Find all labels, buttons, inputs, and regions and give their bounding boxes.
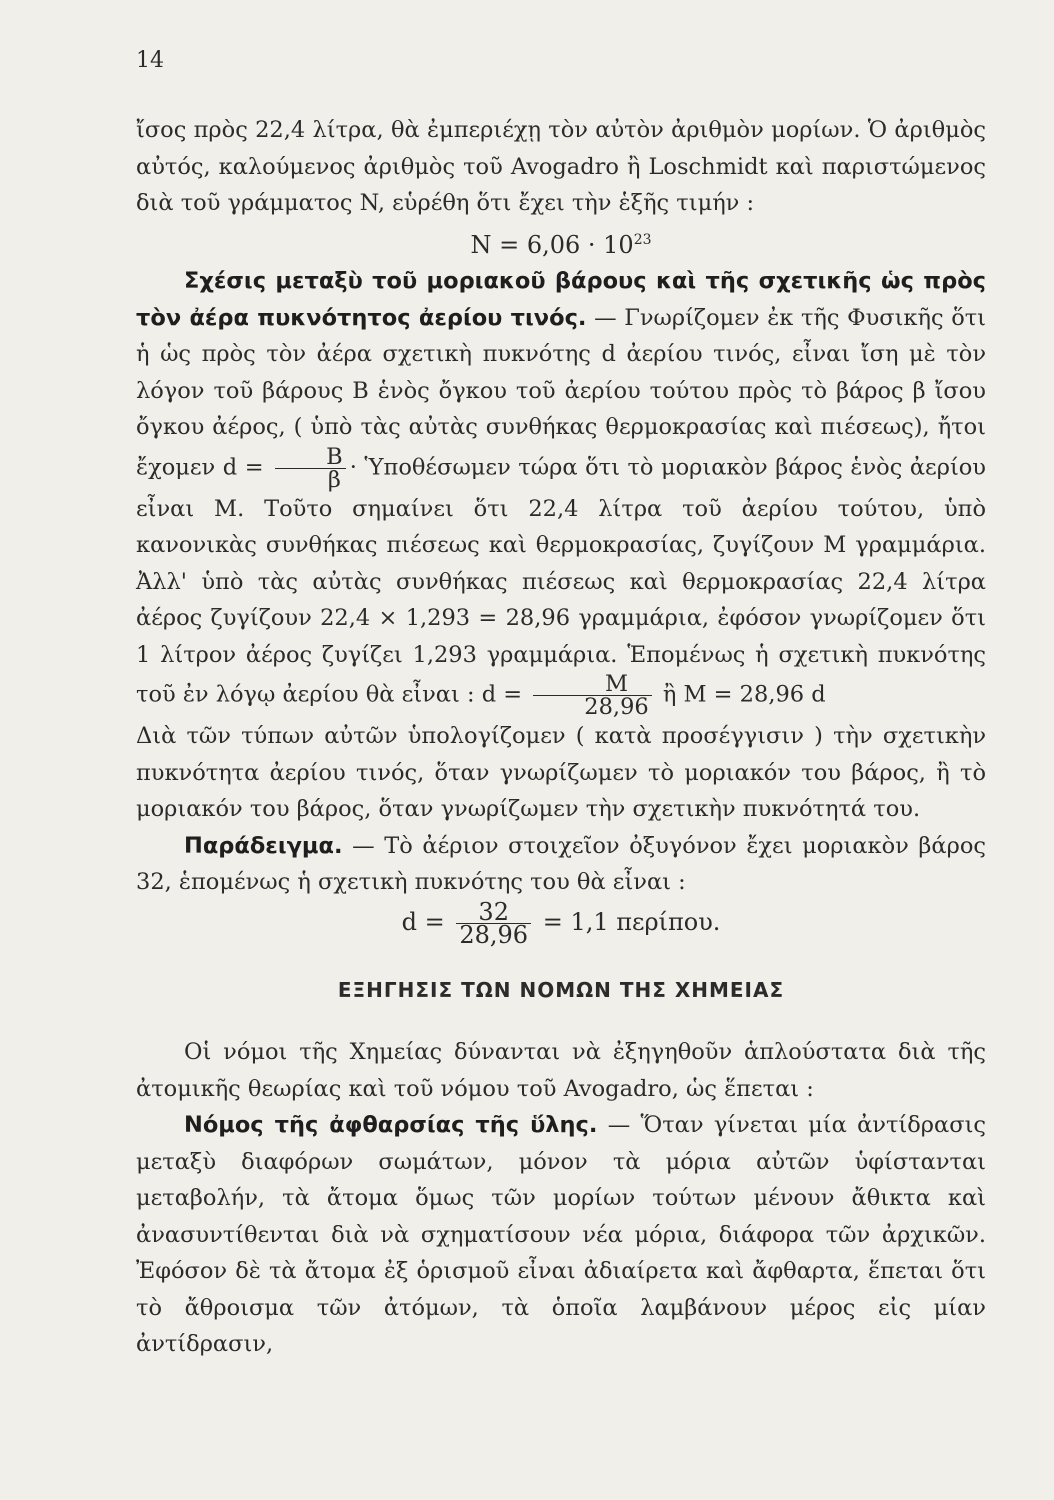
paragraph-relation-text-a: — Γνωρίζομεν ἐκ τῆς Φυσικῆς ὅτι ἡ ὡς πρὸς τὸν ἀέρα σχετικὴ πυκνότης d ἀερίου τινός, εἶναι ἴση μὲ τὸν λόγον τοῦ βάρους B ἑνὸς ὄγκου τοῦ ἀερίου τούτου πρὸς τὸ βάρος β ἴσου ὄγκου ἀέρος, ( ὑπὸ τὰς αὐτὰς συνθήκας θερμοκρασίας καὶ πιέσεως), ἤτοι ἔχομεν d = xyxy=(136,304,987,480)
fraction-numerator: B xyxy=(275,446,346,469)
fraction-m-over-2896 xyxy=(533,673,651,718)
formula-oxygen-lhs: d = xyxy=(401,907,445,936)
heading-law-conservation: Νόμος τῆς ἀφθαρσίας τῆς ὕλης. xyxy=(184,1112,598,1138)
fraction-denominator: 28,96 xyxy=(459,920,529,949)
fraction-b-over-beta xyxy=(275,443,346,493)
formula-avogadro-number xyxy=(136,222,986,264)
fraction-numerator: 32 xyxy=(456,901,531,924)
paragraph-example-text: — Τὸ ἀέριον στοιχεῖον ὀξυγόνον ἔχει μοριακὸν βάρος 32, ἑπομένως ἡ σχετικὴ πυκνότης του θὰ εἶναι : xyxy=(136,832,986,895)
paragraph-relation-text-b: · Ὑποθέσωμεν τώρα ὅτι τὸ μοριακὸν βάρος ἑνὸς ἀερίου εἶναι M. Τοῦτο σημαίνει ὅτι 22,4 λίτρα τοῦ ἀερίου τούτου, ὑπὸ κανονικὰς συνθήκας πιέσεως καὶ θερμοκρασίας, ζυγίζουν M γραμμάρια. Ἀλλ' ὑπὸ τὰς αὐτὰς συνθήκας πιέσεως καὶ θερμοκρασίας 22,4 λίτρα ἀέρος ζυγίζουν 22,4 × 1,293 = 28,96 γραμμάρια, ἐφόσον γνωρίζομεν ὅτι 1 λίτρον ἀέρος ζυγίζει 1,293 γραμμάρια. Ἑπομένως ἡ σχετικὴ πυκνότης τοῦ ἐν λόγῳ ἀερίου θὰ εἶναι : d = xyxy=(136,454,986,708)
heading-relation: Σχέσις μεταξὺ τοῦ μοριακοῦ βάρους καὶ τῆς σχετικῆς ὡς πρὸς τὸν ἀέρα πυκνότητος ἀερίου τινός. xyxy=(136,268,986,331)
paragraph-avogadro: ἴσος πρὸς 22,4 λίτρα, θὰ ἐμπεριέχῃ τὸν αὐτὸν ἀριθμὸν μορίων. Ὁ ἀριθμὸς αὐτός, καλούμενος ἀριθμὸς τοῦ Avogadro ἢ Loschmidt καὶ παριστώμενος διὰ τοῦ γράμματος N, εὑρέθη ὅτι ἔχει τὴν ἑξῆς τιμήν : xyxy=(136,117,986,216)
page-number: 14 xyxy=(136,48,164,73)
paragraph-formulas-use: Διὰ τῶν τύπων αὐτῶν ὑπολογίζομεν ( κατὰ προσέγγισιν ) τὴν σχετικὴν πυκνότητα ἀερίου τινός, ὅταν γνωρίζωμεν τὸ μοριακόν του βάρος, ἢ τὸ μοριακόν του βάρος, ὅταν γνωρίζωμεν τὴν σχετικὴν πυκνότητά του. xyxy=(136,723,986,822)
paragraph-relation xyxy=(136,263,986,718)
fraction-denominator: β xyxy=(327,466,341,493)
formula-avogadro-base: N = 6,06 · 10 xyxy=(470,230,634,259)
paragraph-example xyxy=(136,828,986,901)
fraction-numerator: M xyxy=(533,673,651,696)
formula-avogadro-exponent: 23 xyxy=(633,231,652,248)
fraction-denominator: 28,96 xyxy=(584,694,649,720)
formula-oxygen-rhs: = 1,1 περίπου. xyxy=(542,907,721,936)
paragraph-law-conservation xyxy=(136,1107,986,1363)
formula-oxygen-density xyxy=(136,897,986,949)
heading-example: Παράδειγμα. xyxy=(184,832,343,859)
paragraph-relation-text-c: ἢ M = 28,96 d xyxy=(662,681,826,708)
paragraph-laws-intro: Οἱ νόμοι τῆς Χημείας δύνανται νὰ ἐξηγηθοῦν ἁπλούστατα διὰ τῆς ἀτομικῆς θεωρίας καὶ τοῦ νόμου τοῦ Avogadro, ὡς ἕπεται : xyxy=(136,1039,986,1102)
section-title: ΕΞΗΓΗΣΙΣ ΤΩΝ ΝΟΜΩΝ ΤΗΣ ΧΗΜΕΙΑΣ xyxy=(337,977,785,1002)
fraction-32-over-2896 xyxy=(456,897,531,949)
paragraph-law-conservation-text: — Ὅταν γίνεται μία ἀντίδρασις μεταξὺ διαφόρων σωμάτων, μόνον τὰ μόρια αὐτῶν ὑφίστανται μεταβολήν, τὰ ἄτομα ὅμως τῶν μορίων τούτων μένουν ἄθικτα καὶ ἀνασυντίθενται διὰ νὰ σχηματίσουν νέα μόρια, διάφορα τῶν ἀρχικῶν. Ἐφόσον δὲ τὰ ἄτομα ἐξ ὁρισμοῦ εἶναι ἀδιαίρετα καὶ ἄφθαρτα, ἕπεται ὅτι τὸ ἄθροισμα τῶν ἀτόμων, τὰ ὁποῖα λαμβάνουν μέρος εἰς μίαν ἀντίδρασιν, xyxy=(136,1112,987,1357)
page-body xyxy=(136,112,986,1363)
